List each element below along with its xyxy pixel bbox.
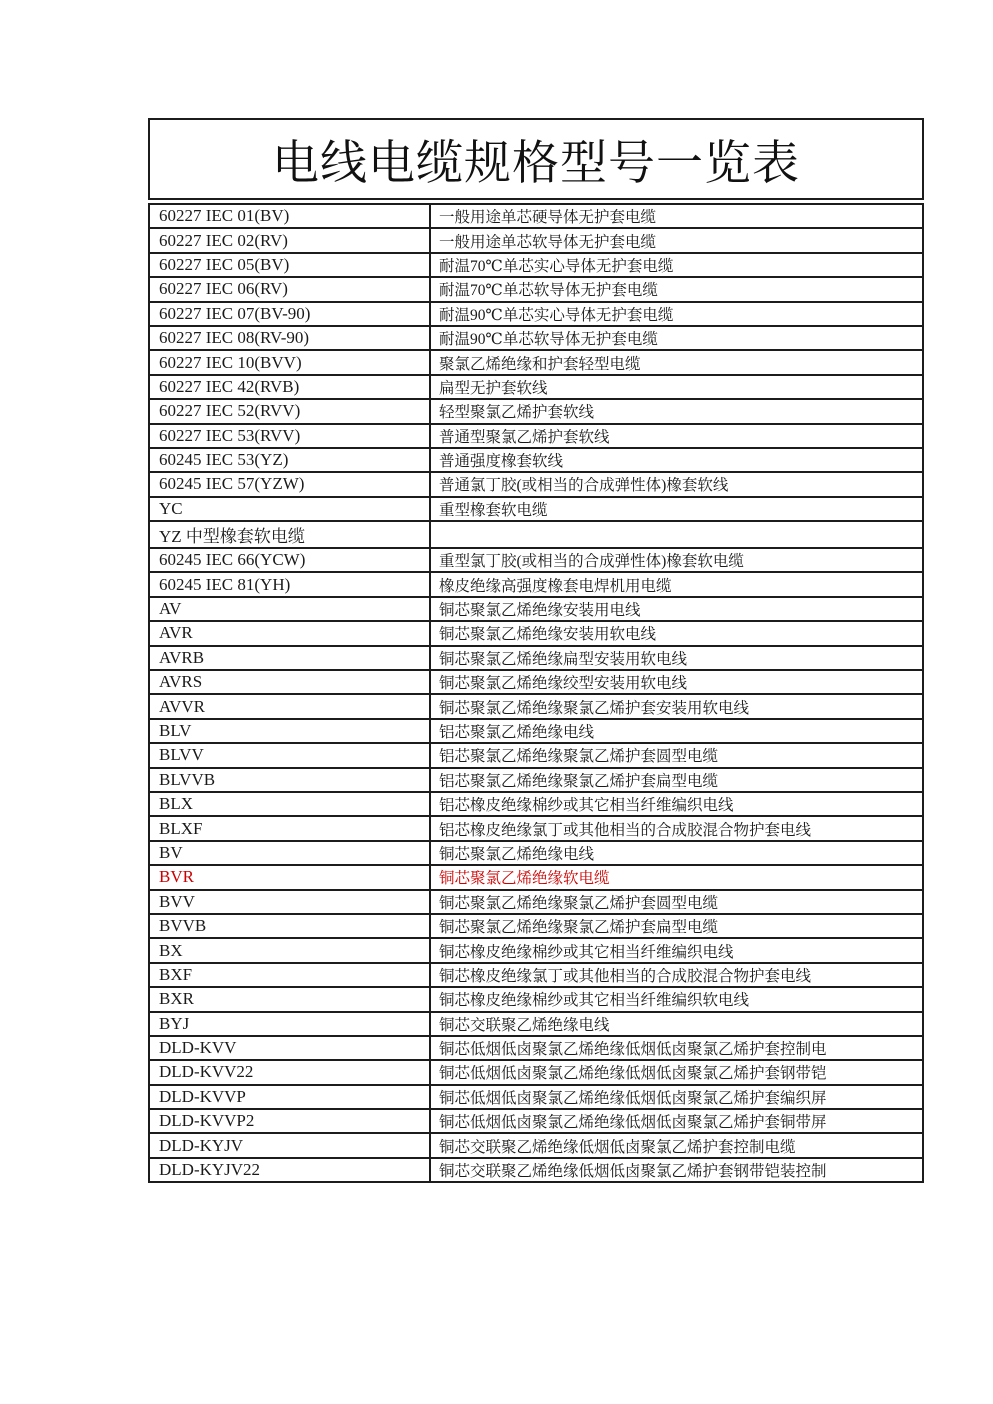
table-row: [149, 865, 923, 889]
description-cell: 聚氯乙烯绝缘和护套轻型电缆: [430, 350, 923, 374]
table-row: [149, 497, 923, 521]
description-cell: 铜芯聚氯乙烯绝缘扁型安装用软电线: [430, 646, 923, 670]
model-code-cell: BYJ: [149, 1012, 430, 1036]
table-row: [149, 375, 923, 399]
model-code-cell: 60227 IEC 02(RV): [149, 228, 430, 252]
model-code-cell: 60227 IEC 52(RVV): [149, 399, 430, 423]
table-row: [149, 938, 923, 962]
model-code-cell: YZ 中型橡套软电缆: [149, 521, 430, 548]
description-cell: 铜芯交联聚乙烯绝缘低烟低卤聚氯乙烯护套钢带铠装控制: [430, 1158, 923, 1182]
description-cell: 铝芯橡皮绝缘棉纱或其它相当纤维编织电线: [430, 792, 923, 816]
table-row: [149, 350, 923, 374]
description-cell: 铜芯橡皮绝缘氯丁或其他相当的合成胶混合物护套电线: [430, 963, 923, 987]
table-row: [149, 768, 923, 792]
document-page: [148, 118, 924, 1183]
table-row: [149, 204, 923, 228]
model-code-cell: DLD-KVVP: [149, 1085, 430, 1109]
table-row: [149, 448, 923, 472]
model-code-cell: 60227 IEC 42(RVB): [149, 375, 430, 399]
table-row: [149, 1085, 923, 1109]
model-code-cell: 60245 IEC 81(YH): [149, 572, 430, 596]
description-cell: 铜芯橡皮绝缘棉纱或其它相当纤维编织电线: [430, 938, 923, 962]
table-row: [149, 743, 923, 767]
table-row: [149, 963, 923, 987]
description-cell: [430, 521, 923, 548]
description-cell: 铜芯交联聚乙烯绝缘电线: [430, 1012, 923, 1036]
description-cell: 铜芯低烟低卤聚氯乙烯绝缘低烟低卤聚氯乙烯护套控制电: [430, 1036, 923, 1060]
description-cell: 铜芯聚氯乙烯绝缘软电缆: [430, 865, 923, 889]
model-code-cell: DLD-KVV22: [149, 1060, 430, 1084]
table-row: [149, 253, 923, 277]
model-code-cell: AVR: [149, 621, 430, 645]
model-code-cell: AVRB: [149, 646, 430, 670]
description-cell: 普通氯丁胶(或相当的合成弹性体)橡套软线: [430, 472, 923, 496]
table-row: [149, 228, 923, 252]
table-row: [149, 1133, 923, 1157]
table-row: [149, 792, 923, 816]
description-cell: 铝芯聚氯乙烯绝缘聚氯乙烯护套扁型电缆: [430, 768, 923, 792]
model-code-cell: BLVVB: [149, 768, 430, 792]
description-cell: 铜芯橡皮绝缘棉纱或其它相当纤维编织软电线: [430, 987, 923, 1011]
title-box: [148, 118, 924, 200]
model-code-cell: 60227 IEC 53(RVV): [149, 424, 430, 448]
description-cell: 铜芯聚氯乙烯绝缘聚氯乙烯护套安装用软电线: [430, 694, 923, 718]
description-cell: 一般用途单芯硬导体无护套电缆: [430, 204, 923, 228]
description-cell: 铜芯聚氯乙烯绝缘聚氯乙烯护套圆型电缆: [430, 890, 923, 914]
model-code-cell: AVVR: [149, 694, 430, 718]
table-row: [149, 621, 923, 645]
description-cell: 铝芯橡皮绝缘氯丁或其他相当的合成胶混合物护套电线: [430, 816, 923, 840]
model-code-cell: BLXF: [149, 816, 430, 840]
table-row: [149, 816, 923, 840]
table-row: [149, 1036, 923, 1060]
table-row: [149, 1109, 923, 1133]
table-row: [149, 1060, 923, 1084]
description-cell: 耐温70℃单芯实心导体无护套电缆: [430, 253, 923, 277]
description-cell: 铜芯低烟低卤聚氯乙烯绝缘低烟低卤聚氯乙烯护套钢带铠: [430, 1060, 923, 1084]
model-code-cell: BXR: [149, 987, 430, 1011]
description-cell: 铜芯低烟低卤聚氯乙烯绝缘低烟低卤聚氯乙烯护套铜带屏: [430, 1109, 923, 1133]
table-row: [149, 914, 923, 938]
table-row: [149, 597, 923, 621]
model-code-cell: BVV: [149, 890, 430, 914]
cable-spec-table: [148, 203, 924, 1183]
description-cell: 扁型无护套软线: [430, 375, 923, 399]
model-code-cell: BLV: [149, 719, 430, 743]
table-row: [149, 424, 923, 448]
description-cell: 重型氯丁胶(或相当的合成弹性体)橡套软电缆: [430, 548, 923, 572]
model-code-cell: AV: [149, 597, 430, 621]
table-row: [149, 548, 923, 572]
model-code-cell: DLD-KYJV22: [149, 1158, 430, 1182]
table-row: [149, 572, 923, 596]
model-code-cell: 60245 IEC 57(YZW): [149, 472, 430, 496]
description-cell: 铜芯聚氯乙烯绝缘绞型安装用软电线: [430, 670, 923, 694]
model-code-cell: DLD-KYJV: [149, 1133, 430, 1157]
description-cell: 橡皮绝缘高强度橡套电焊机用电缆: [430, 572, 923, 596]
model-code-cell: YC: [149, 497, 430, 521]
model-code-cell: BLVV: [149, 743, 430, 767]
model-code-cell: 60245 IEC 66(YCW): [149, 548, 430, 572]
table-row: [149, 277, 923, 301]
description-cell: 一般用途单芯软导体无护套电缆: [430, 228, 923, 252]
description-cell: 铜芯聚氯乙烯绝缘聚氯乙烯护套扁型电缆: [430, 914, 923, 938]
spec-table-body: [149, 204, 923, 1182]
table-row: [149, 302, 923, 326]
table-row: [149, 694, 923, 718]
table-row: [149, 719, 923, 743]
description-cell: 普通型聚氯乙烯护套软线: [430, 424, 923, 448]
description-cell: 轻型聚氯乙烯护套软线: [430, 399, 923, 423]
model-code-cell: BX: [149, 938, 430, 962]
page-title: 电线电缆规格型号一览表: [272, 137, 800, 190]
table-row: [149, 399, 923, 423]
table-row: [149, 472, 923, 496]
model-code-cell: 60227 IEC 08(RV-90): [149, 326, 430, 350]
table-row: [149, 326, 923, 350]
model-code-cell: 60227 IEC 10(BVV): [149, 350, 430, 374]
model-code-cell: AVRS: [149, 670, 430, 694]
model-code-cell: 60227 IEC 07(BV-90): [149, 302, 430, 326]
description-cell: 耐温90℃单芯实心导体无护套电缆: [430, 302, 923, 326]
description-cell: 铜芯聚氯乙烯绝缘安装用软电线: [430, 621, 923, 645]
table-row: [149, 987, 923, 1011]
description-cell: 耐温70℃单芯软导体无护套电缆: [430, 277, 923, 301]
model-code-cell: DLD-KVV: [149, 1036, 430, 1060]
description-cell: 铝芯聚氯乙烯绝缘聚氯乙烯护套圆型电缆: [430, 743, 923, 767]
description-cell: 铝芯聚氯乙烯绝缘电线: [430, 719, 923, 743]
model-code-cell: 60245 IEC 53(YZ): [149, 448, 430, 472]
model-code-cell: BLX: [149, 792, 430, 816]
model-code-cell: 60227 IEC 06(RV): [149, 277, 430, 301]
table-row: [149, 841, 923, 865]
description-cell: 铜芯聚氯乙烯绝缘电线: [430, 841, 923, 865]
description-cell: 铜芯低烟低卤聚氯乙烯绝缘低烟低卤聚氯乙烯护套编织屏: [430, 1085, 923, 1109]
table-row: [149, 521, 923, 548]
model-code-cell: DLD-KVVP2: [149, 1109, 430, 1133]
table-row: [149, 646, 923, 670]
table-row: [149, 1012, 923, 1036]
description-cell: 普通强度橡套软线: [430, 448, 923, 472]
table-row: [149, 1158, 923, 1182]
description-cell: 铜芯交联聚乙烯绝缘低烟低卤聚氯乙烯护套控制电缆: [430, 1133, 923, 1157]
model-code-cell: 60227 IEC 05(BV): [149, 253, 430, 277]
description-cell: 铜芯聚氯乙烯绝缘安装用电线: [430, 597, 923, 621]
model-code-cell: 60227 IEC 01(BV): [149, 204, 430, 228]
model-code-cell: BXF: [149, 963, 430, 987]
table-row: [149, 890, 923, 914]
model-code-cell: BVR: [149, 865, 430, 889]
description-cell: 重型橡套软电缆: [430, 497, 923, 521]
table-row: [149, 670, 923, 694]
model-code-cell: BVVB: [149, 914, 430, 938]
model-code-cell: BV: [149, 841, 430, 865]
description-cell: 耐温90℃单芯软导体无护套电缆: [430, 326, 923, 350]
